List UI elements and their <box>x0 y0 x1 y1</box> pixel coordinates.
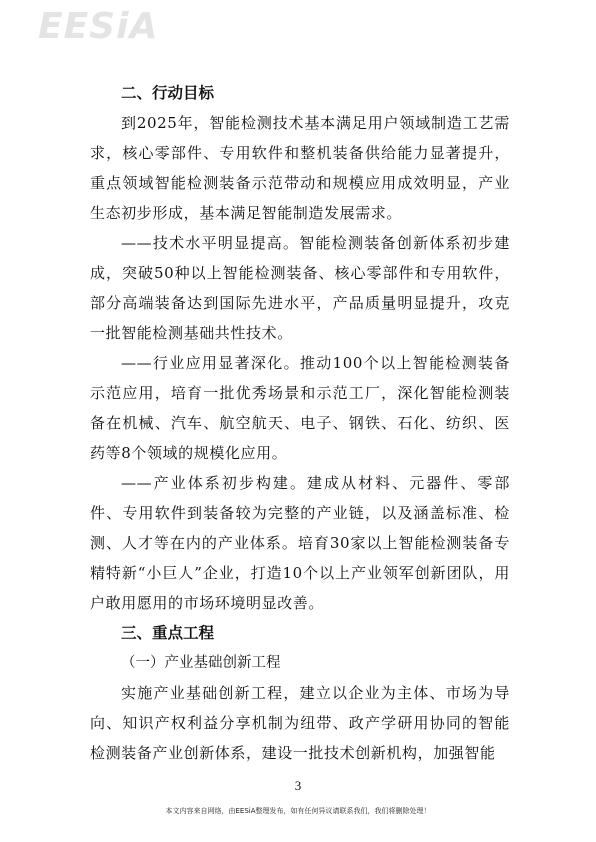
paragraph-goal-2025: 到2025年，智能检测技术基本满足用户领域制造工艺需求，核心零部件、专用软件和整机装备供给能力显著提升，重点领域智能检测装备示范带动和规模应用成效明显，产业生态初步形成，基本满足智能制造发展需求。 <box>90 114 510 222</box>
footer-disclaimer: 本文内容来自网络，由EESiA整理发布，如有任何异议请联系我们，我们将删除处理！ <box>165 807 431 815</box>
page-number: 3 <box>294 778 302 793</box>
paragraph-tech-level: ——技术水平明显提高。智能检测装备创新体系初步建成，突破50种以上智能检测装备、核心零部件和专用软件，部分高端装备达到国际先进水平，产品质量明显提升，攻克一批智能检测基础共性技术。 <box>90 234 510 342</box>
paragraph-foundation-innovation: 实施产业基础创新工程，建立以企业为主体、市场为导向、知识产权利益分享机制为纽带、政产学研用协同的智能检测装备产业创新体系，建设一批技术创新机构，加强智能 <box>90 684 510 762</box>
document-body <box>90 78 510 768</box>
paragraph-industry-system: ——产业体系初步构建。建成从材料、元器件、零部件、专用软件到装备较为完整的产业链，以及涵盖标准、检测、人才等在内的产业体系。培育30家以上智能检测装备专精特新“小巨人”企业，打造10个以上产业领军创新团队，用户敢用愿用的市场环境明显改善。 <box>90 474 510 612</box>
section-heading-key-projects: 三、重点工程 <box>121 624 215 642</box>
paragraph-industry-application: ——行业应用显著深化。推动100个以上智能检测装备示范应用，培育一批优秀场景和示范工厂，深化智能检测装备在机械、汽车、航空航天、电子、钢铁、石化、纺织、医药等8个领域的规模化应用。 <box>90 354 510 462</box>
eesia-logo: EESiA <box>38 6 159 47</box>
subsection-heading-foundation: （一）产业基础创新工程 <box>121 655 281 671</box>
section-heading-goals: 二、行动目标 <box>121 84 215 102</box>
